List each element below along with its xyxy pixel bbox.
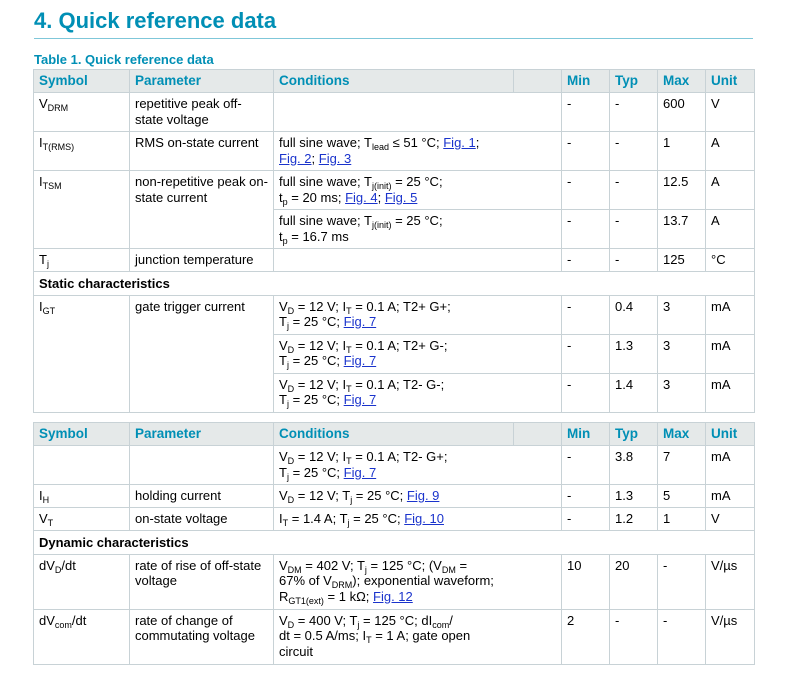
quick-reference-table-part-2: [33, 422, 755, 665]
unit-cell: mA: [706, 295, 755, 334]
table-row: [34, 249, 755, 272]
parameter-cell: gate trigger current: [130, 295, 274, 412]
min-cell: 10: [562, 554, 610, 609]
header-min: Min: [562, 423, 610, 446]
typ-cell: 1.3: [610, 485, 658, 508]
conditions-cell: $V_{DM} = 402$ V; $T_j = 125$ °C; ($V_{DM}$ = 67% of $V_{DRM}$); exponential waveform; $R_{GT1(ext)} = 1$ kΩ; Fig. 12: [274, 554, 514, 609]
header-conditions: Conditions: [274, 70, 514, 93]
min-cell: 2: [562, 609, 610, 664]
min-cell: -: [562, 485, 610, 508]
max-cell: 1: [658, 132, 706, 171]
typ-cell: -: [610, 210, 658, 249]
typ-cell: 20: [610, 554, 658, 609]
header-parameter: Parameter: [130, 423, 274, 446]
typ-cell: -: [610, 93, 658, 132]
max-cell: 5: [658, 485, 706, 508]
fig-7-link[interactable]: Fig. 7: [343, 392, 377, 407]
unit-cell: A: [706, 132, 755, 171]
typ-cell: -: [610, 171, 658, 210]
unit-cell: mA: [706, 334, 755, 373]
dynamic-characteristics-heading: Dynamic characteristics: [34, 531, 755, 555]
min-cell: -: [562, 249, 610, 272]
max-cell: -: [658, 554, 706, 609]
max-cell: -: [658, 609, 706, 664]
section-title: 4. Quick reference data: [34, 8, 277, 33]
header-conditions: Conditions: [274, 423, 514, 446]
parameter-cell: holding current: [130, 485, 274, 508]
fig-7-link[interactable]: Fig. 7: [343, 464, 377, 480]
parameter-cell: on-state voltage: [130, 508, 274, 531]
section-row: [34, 531, 755, 555]
conditions-cell: $I_T = 1.4$ A; $T_j = 25$ °C; Fig. 10: [274, 508, 514, 531]
max-cell: 3: [658, 373, 706, 412]
fig-7-link[interactable]: Fig. 7: [343, 314, 377, 329]
symbol-cell: $T_j$: [34, 249, 130, 272]
header-max: Max: [658, 423, 706, 446]
max-cell: 1: [658, 508, 706, 531]
min-cell: -: [562, 295, 610, 334]
symbol-cell: $I_H$: [34, 485, 130, 508]
max-cell: 7: [658, 446, 706, 485]
conditions-cell: $V_D = 12$ V; $I_T = 0.1$ A; T2+ G+; $T_j = 25$ °C; Fig. 7: [274, 295, 514, 334]
quick-reference-table-part-1: [33, 69, 755, 413]
parameter-cell: [130, 446, 274, 485]
header-symbol: Symbol: [34, 423, 130, 446]
symbol-cell: [34, 446, 130, 485]
typ-cell: -: [610, 609, 658, 664]
symbol-cell: $V_T$: [34, 508, 130, 531]
min-cell: -: [562, 446, 610, 485]
header-parameter: Parameter: [130, 70, 274, 93]
fig-4-link[interactable]: Fig. 4: [345, 189, 378, 205]
static-characteristics-heading: Static characteristics: [34, 272, 755, 296]
header-max: Max: [658, 70, 706, 93]
fig-2-link[interactable]: Fig. 2: [279, 150, 312, 166]
unit-cell: A: [706, 210, 755, 249]
parameter-cell: rate of rise of off-state voltage: [130, 554, 274, 609]
header-typ: Typ: [610, 70, 658, 93]
table-row: [34, 171, 755, 210]
unit-cell: mA: [706, 373, 755, 412]
fig-5-link[interactable]: Fig. 5: [384, 189, 418, 205]
min-cell: -: [562, 508, 610, 531]
fig-3-link[interactable]: Fig. 3: [318, 150, 352, 166]
typ-cell: 0.4: [610, 295, 658, 334]
max-cell: 3: [658, 295, 706, 334]
unit-cell: V: [706, 93, 755, 132]
max-cell: 12.5: [658, 171, 706, 210]
max-cell: 125: [658, 249, 706, 272]
typ-cell: 1.4: [610, 373, 658, 412]
conditions-cell: $V_D = 12$ V; $I_T = 0.1$ A; T2- G+; $T_j = 25$ °C; Fig. 7: [274, 446, 514, 485]
header-unit: Unit: [706, 423, 755, 446]
table-row: [34, 132, 755, 171]
table-row: [34, 93, 755, 132]
unit-cell: °C: [706, 249, 755, 272]
table-row: [34, 446, 755, 485]
typ-cell: -: [610, 249, 658, 272]
conditions-cell: $V_D = 12$ V; $I_T = 0.1$ A; T2+ G-; $T_j = 25$ °C; Fig. 7: [274, 334, 514, 373]
symbol-cell: $dV_{com}/dt$: [34, 609, 130, 664]
typ-cell: -: [610, 132, 658, 171]
title-divider: [34, 38, 753, 39]
conditions-cell: $V_D = 400$ V; $T_j = 125$ °C; $dI_{com}/$ dt = 0.5 A/ms; $I_T = 1$ A; gate open circuit: [274, 609, 514, 664]
table-row: [34, 554, 755, 609]
table-header-row: [34, 70, 755, 93]
unit-cell: V: [706, 508, 755, 531]
header-symbol: Symbol: [34, 70, 130, 93]
max-cell: 600: [658, 93, 706, 132]
max-cell: 3: [658, 334, 706, 373]
parameter-cell: repetitive peak off-state voltage: [130, 93, 274, 132]
typ-cell: 1.2: [610, 508, 658, 531]
table-row: [34, 295, 755, 334]
fig-12-link[interactable]: Fig. 12: [373, 588, 413, 604]
header-gap: [514, 423, 562, 446]
header-typ: Typ: [610, 423, 658, 446]
min-cell: -: [562, 93, 610, 132]
parameter-cell: junction temperature: [130, 249, 274, 272]
conditions-cell: [274, 93, 514, 132]
symbol-cell: $dV_D/dt$: [34, 554, 130, 609]
unit-cell: V/µs: [706, 609, 755, 664]
conditions-cell: full sine wave; $T_{j(init)} = 25$ °C; $t_p = 20$ ms; Fig. 4; Fig. 5: [274, 171, 514, 210]
fig-10-link[interactable]: Fig. 10: [404, 511, 444, 526]
section-row: [34, 272, 755, 296]
symbol-cell: $I_{T(RMS)}$: [34, 132, 130, 171]
conditions-cell: [274, 249, 514, 272]
conditions-cell: full sine wave; $T_{j(init)} = 25$ °C; $t_p = 16.7$ ms: [274, 210, 514, 249]
unit-cell: mA: [706, 485, 755, 508]
symbol-cell: $V_{DRM}$: [34, 93, 130, 132]
max-cell: 13.7: [658, 210, 706, 249]
table-caption: Table 1. Quick reference data: [34, 52, 214, 67]
fig-7-link[interactable]: Fig. 7: [343, 353, 377, 368]
fig-1-link[interactable]: Fig. 1: [443, 135, 476, 150]
min-cell: -: [562, 132, 610, 171]
conditions-cell: $V_D = 12$ V; $T_j = 25$ °C; Fig. 9: [274, 485, 514, 508]
conditions-cell: $V_D = 12$ V; $I_T = 0.1$ A; T2- G-; $T_j = 25$ °C; Fig. 7: [274, 373, 514, 412]
unit-cell: V/µs: [706, 554, 755, 609]
header-unit: Unit: [706, 70, 755, 93]
unit-cell: A: [706, 171, 755, 210]
min-cell: -: [562, 171, 610, 210]
table-row: [34, 485, 755, 508]
min-cell: -: [562, 210, 610, 249]
symbol-cell: $I_{GT}$: [34, 295, 130, 412]
header-gap: [514, 70, 562, 93]
typ-cell: 1.3: [610, 334, 658, 373]
typ-cell: 3.8: [610, 446, 658, 485]
header-min: Min: [562, 70, 610, 93]
parameter-cell: non-repetitive peak on-state current: [130, 171, 274, 249]
table-header-row: [34, 423, 755, 446]
symbol-cell: $I_{TSM}$: [34, 171, 130, 249]
parameter-cell: RMS on-state current: [130, 132, 274, 171]
fig-9-link[interactable]: Fig. 9: [406, 488, 440, 503]
min-cell: -: [562, 373, 610, 412]
unit-cell: mA: [706, 446, 755, 485]
min-cell: -: [562, 334, 610, 373]
table-row: [34, 508, 755, 531]
table-row: [34, 609, 755, 664]
parameter-cell: rate of change of commutating voltage: [130, 609, 274, 664]
conditions-cell: full sine wave; $T_{lead} \le 51$ °C; Fig. 1; Fig. 2; Fig. 3: [274, 132, 514, 171]
